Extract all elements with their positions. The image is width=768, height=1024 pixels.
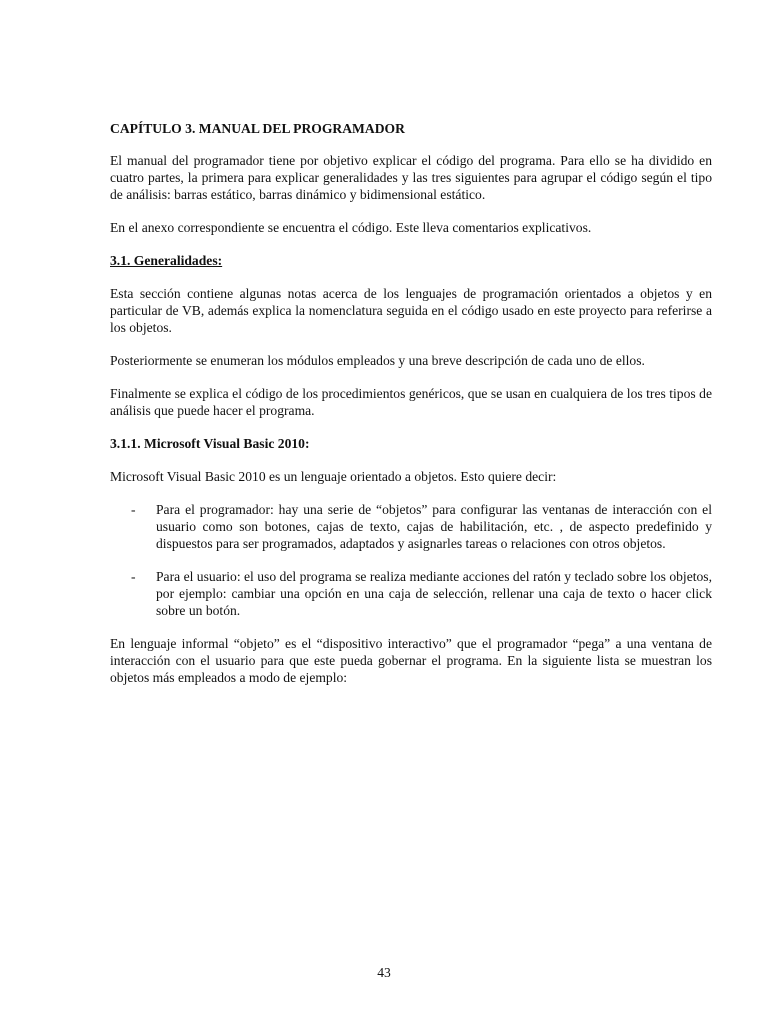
section-title-3-1-1: 3.1.1. Microsoft Visual Basic 2010: bbox=[110, 436, 310, 451]
list-item-text: Para el usuario: el uso del programa se realiza mediante acciones del ratón y teclado sobre los objetos, por ejemplo: cambiar una opción en una caja de selección, rellenar una caja de texto o hacer click sobre un botón. bbox=[156, 569, 712, 618]
chapter-title: CAPÍTULO 3. MANUAL DEL PROGRAMADOR bbox=[110, 121, 405, 136]
section-3-1-paragraph-2: Posteriormente se enumeran los módulos empleados y una breve descripción de cada uno de ellos. bbox=[110, 353, 645, 368]
bullet-list bbox=[110, 501, 712, 619]
list-item bbox=[110, 568, 712, 619]
list-item-text: Para el programador: hay una serie de “objetos” para configurar las ventanas de interacción con el usuario como son botones, cajas de texto, cajas de habilitación, etc. , de aspecto predefinido y dispuestos para ser programados, adaptados y asignarles tareas o relaciones con otros objetos. bbox=[156, 502, 712, 551]
page-number: 43 bbox=[377, 965, 391, 980]
section-title-3-1: 3.1. Generalidades: bbox=[110, 253, 223, 268]
section-3-1-paragraph-1: Esta sección contiene algunas notas acerca de los lenguajes de programación orientados a objetos y en particular de VB, además explica la nomenclatura seguida en el código usado en este proyecto para referirse a los objetos. bbox=[110, 286, 712, 335]
section-3-1-1-intro: Microsoft Visual Basic 2010 es un lenguaje orientado a objetos. Esto quiere decir: bbox=[110, 469, 557, 484]
intro-paragraph-1: El manual del programador tiene por objetivo explicar el código del programa. Para ello se ha dividido en cuatro partes, la primera para explicar generalidades y las tres siguientes para agrupar el código según el tipo de análisis: barras estático, barras dinámico y bidimensional estático. bbox=[110, 153, 712, 202]
section-3-1-paragraph-3: Finalmente se explica el código de los procedimientos genéricos, que se usan en cualquiera de los tres tipos de análisis que puede hacer el programa. bbox=[110, 386, 712, 418]
document-page bbox=[110, 120, 712, 702]
intro-paragraph-2: En el anexo correspondiente se encuentra el código. Este lleva comentarios explicativos. bbox=[110, 220, 592, 235]
list-item bbox=[110, 501, 712, 552]
bullet-dash: - bbox=[131, 569, 136, 584]
bullet-dash: - bbox=[131, 502, 136, 517]
section-3-1-1-closing: En lenguaje informal “objeto” es el “dispositivo interactivo” que el programador “pega” a una ventana de interacción con el usuario para que este pueda gobernar el programa. En la siguiente lista se muestran los objetos más empleados a modo de ejemplo: bbox=[110, 636, 712, 685]
